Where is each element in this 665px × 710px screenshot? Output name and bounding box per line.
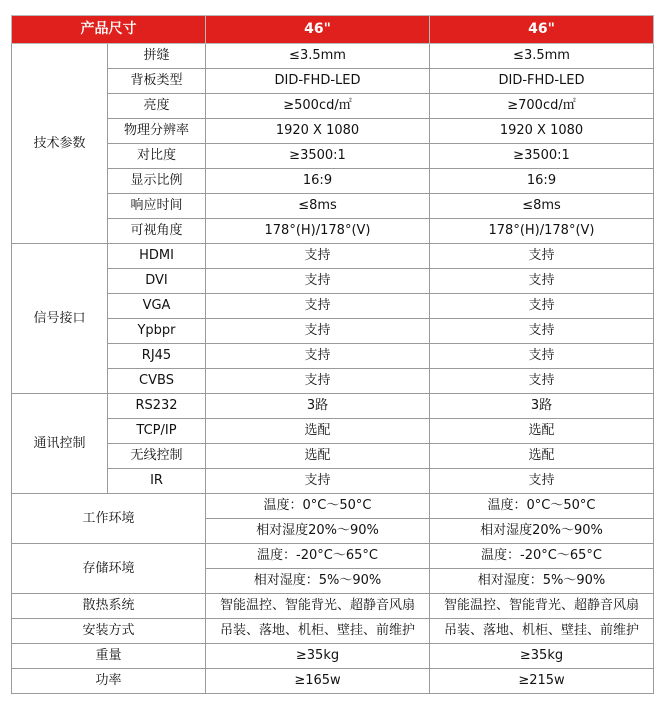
value-model-2: 支持 <box>430 344 654 369</box>
value-model-2: 支持 <box>430 319 654 344</box>
row-label: 背板类型 <box>108 69 206 94</box>
value-model-1: 吊装、落地、机柜、壁挂、前维护 <box>206 619 430 644</box>
table-row <box>12 194 654 219</box>
row-label: 物理分辨率 <box>108 119 206 144</box>
row-label: 对比度 <box>108 144 206 169</box>
value-model-2: 1920 X 1080 <box>430 119 654 144</box>
value-model-1: 3路 <box>206 394 430 419</box>
value-model-1: 相对湿度：5%～90% <box>206 569 430 594</box>
misc-label: 安装方式 <box>12 619 206 644</box>
value-model-1: ≥3500:1 <box>206 144 430 169</box>
row-label: DVI <box>108 269 206 294</box>
row-label: 显示比例 <box>108 169 206 194</box>
value-model-2: 支持 <box>430 469 654 494</box>
table-row <box>12 219 654 244</box>
value-model-2: ≥700cd/㎡ <box>430 94 654 119</box>
value-model-2: 16:9 <box>430 169 654 194</box>
table-row <box>12 244 654 269</box>
value-model-1: 支持 <box>206 319 430 344</box>
value-model-1: DID-FHD-LED <box>206 69 430 94</box>
value-model-1: ≤8ms <box>206 194 430 219</box>
value-model-2: 相对湿度20%～90% <box>430 519 654 544</box>
row-label: 响应时间 <box>108 194 206 219</box>
value-model-2: 相对湿度：5%～90% <box>430 569 654 594</box>
env-label: 存储环境 <box>12 544 206 594</box>
row-label: TCP/IP <box>108 419 206 444</box>
value-model-1: 温度：-20°C～65°C <box>206 544 430 569</box>
table-row <box>12 419 654 444</box>
value-model-2: 支持 <box>430 269 654 294</box>
value-model-1: 支持 <box>206 344 430 369</box>
table-row <box>12 119 654 144</box>
table-row <box>12 544 654 569</box>
table-row <box>12 44 654 69</box>
value-model-1: 16:9 <box>206 169 430 194</box>
value-model-1: 支持 <box>206 269 430 294</box>
value-model-2: ≥215w <box>430 669 654 694</box>
value-model-2: 支持 <box>430 294 654 319</box>
value-model-2: 3路 <box>430 394 654 419</box>
value-model-2: ≤8ms <box>430 194 654 219</box>
table-row <box>12 169 654 194</box>
value-model-1: 支持 <box>206 469 430 494</box>
value-model-2: 支持 <box>430 369 654 394</box>
value-model-1: ≤3.5mm <box>206 44 430 69</box>
row-label: IR <box>108 469 206 494</box>
value-model-2: 选配 <box>430 444 654 469</box>
value-model-1: 温度：0°C～50°C <box>206 494 430 519</box>
table-row <box>12 69 654 94</box>
table-row <box>12 444 654 469</box>
row-label: 无线控制 <box>108 444 206 469</box>
header-row <box>12 16 654 44</box>
value-model-2: 吊装、落地、机柜、壁挂、前维护 <box>430 619 654 644</box>
misc-label: 重量 <box>12 644 206 669</box>
misc-label: 散热系统 <box>12 594 206 619</box>
value-model-2: 选配 <box>430 419 654 444</box>
value-model-2: ≤3.5mm <box>430 44 654 69</box>
table-row <box>12 669 654 694</box>
table-row <box>12 494 654 519</box>
value-model-2: 178°(H)/178°(V) <box>430 219 654 244</box>
value-model-2: ≥3500:1 <box>430 144 654 169</box>
header-label: 产品尺寸 <box>12 16 206 44</box>
table-row <box>12 469 654 494</box>
table-row <box>12 94 654 119</box>
row-label: RJ45 <box>108 344 206 369</box>
group-label: 信号接口 <box>12 244 108 394</box>
row-label: HDMI <box>108 244 206 269</box>
value-model-1: 支持 <box>206 369 430 394</box>
value-model-2: 支持 <box>430 244 654 269</box>
value-model-1: 178°(H)/178°(V) <box>206 219 430 244</box>
table-row <box>12 269 654 294</box>
row-label: 拼缝 <box>108 44 206 69</box>
value-model-2: ≥35kg <box>430 644 654 669</box>
table-row <box>12 144 654 169</box>
table-row <box>12 619 654 644</box>
header-model-1: 46" <box>206 16 430 44</box>
value-model-1: 相对湿度20%～90% <box>206 519 430 544</box>
value-model-1: 智能温控、智能背光、超静音风扇 <box>206 594 430 619</box>
value-model-1: 支持 <box>206 244 430 269</box>
table-row <box>12 294 654 319</box>
spec-table <box>11 15 654 694</box>
value-model-2: DID-FHD-LED <box>430 69 654 94</box>
spec-body <box>12 44 654 694</box>
row-label: VGA <box>108 294 206 319</box>
value-model-1: 支持 <box>206 294 430 319</box>
value-model-2: 温度：0°C～50°C <box>430 494 654 519</box>
value-model-2: 温度：-20°C～65°C <box>430 544 654 569</box>
row-label: RS232 <box>108 394 206 419</box>
group-label: 通讯控制 <box>12 394 108 494</box>
value-model-1: ≥165w <box>206 669 430 694</box>
table-row <box>12 344 654 369</box>
table-row <box>12 644 654 669</box>
value-model-1: 选配 <box>206 444 430 469</box>
value-model-1: ≥500cd/㎡ <box>206 94 430 119</box>
table-row <box>12 594 654 619</box>
row-label: CVBS <box>108 369 206 394</box>
table-row <box>12 369 654 394</box>
row-label: 可视角度 <box>108 219 206 244</box>
row-label: 亮度 <box>108 94 206 119</box>
env-label: 工作环境 <box>12 494 206 544</box>
value-model-2: 智能温控、智能背光、超静音风扇 <box>430 594 654 619</box>
header-model-2: 46" <box>430 16 654 44</box>
row-label: Ypbpr <box>108 319 206 344</box>
value-model-1: 1920 X 1080 <box>206 119 430 144</box>
misc-label: 功率 <box>12 669 206 694</box>
table-row <box>12 319 654 344</box>
group-label: 技术参数 <box>12 44 108 244</box>
value-model-1: 选配 <box>206 419 430 444</box>
table-row <box>12 394 654 419</box>
value-model-1: ≥35kg <box>206 644 430 669</box>
